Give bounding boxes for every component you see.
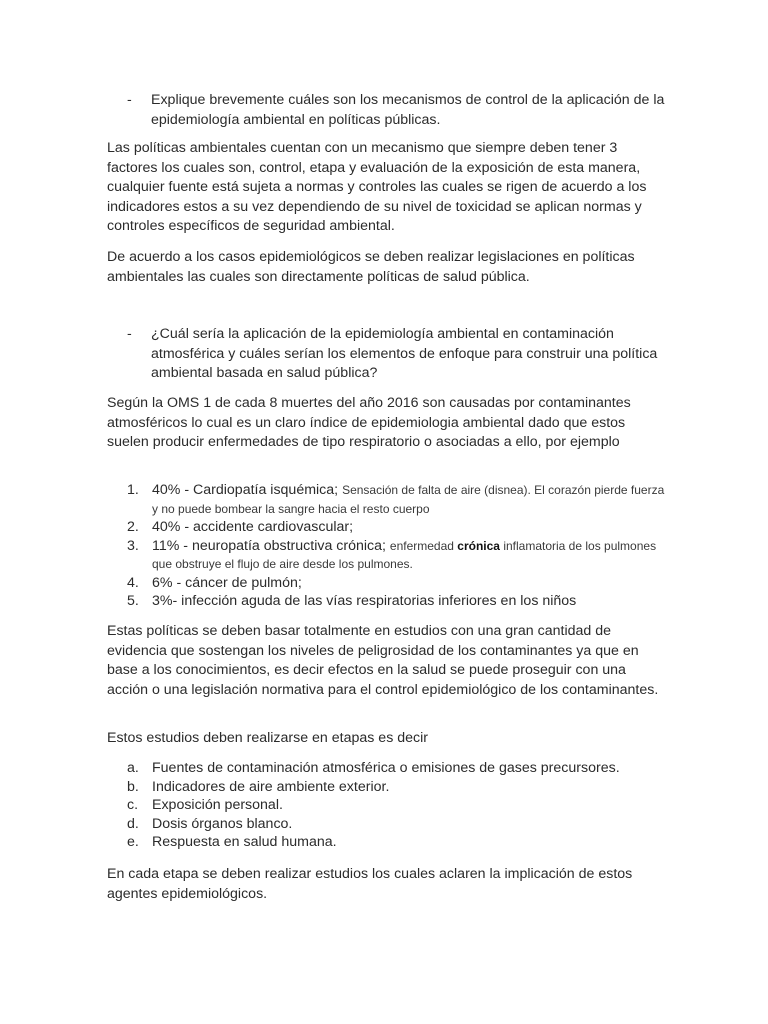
list-item-main: 40% - Cardiopatía isquémica;	[152, 482, 343, 498]
paragraph-1: Las políticas ambientales cuentan con un mecanismo que siempre deben tener 3 factores los cuales son, control, etapa y evaluación de la exposición de esta manera, cualquier fuente está sujeta a normas y controles las cuales se rigen de acuerdo a los indicadores estos a su vez dependiendo de su nivel de toxicidad se aplican normas y controles específicos de seguridad ambiental.	[107, 140, 647, 234]
paragraph-3: Según la OMS 1 de cada 8 muertes del año 2016 son causadas por contaminantes atmosféricos lo cual es un claro índice de epidemiologia ambiental dado que estos suelen producir enfermedades de tipo respiratorio o asociadas a ello, por ejemplo	[107, 395, 631, 450]
list-item	[107, 759, 667, 778]
lettered-list	[107, 759, 667, 852]
list-item-text: Dosis órganos blanco.	[152, 815, 293, 832]
list-item	[107, 592, 667, 611]
list-item	[107, 481, 667, 518]
list-item	[107, 778, 667, 797]
list-item	[107, 574, 667, 593]
list-item-main: 3%- infección aguda de las vías respiratorias inferiores en los niños	[152, 593, 577, 609]
list-item-text: Fuentes de contaminación atmosférica o emisiones de gases precursores.	[152, 760, 620, 776]
list-item-text: Indicadores de aire ambiente exterior.	[152, 778, 390, 795]
list-marker: 1.	[127, 482, 139, 498]
list-item	[107, 796, 667, 815]
list-item-text: Exposición personal.	[152, 797, 283, 813]
list-item-detail-bold: crónica	[457, 538, 500, 553]
paragraph-5: Estos estudios deben realizarse en etapas es decir	[107, 730, 428, 746]
list-marker: e.	[127, 834, 139, 850]
list-marker: b.	[127, 778, 139, 795]
list-marker: 2.	[127, 519, 139, 535]
question-2-text: ¿Cuál sería la aplicación de la epidemiología ambiental en contaminación atmosférica y cuáles serían los elementos de enfoque para construir una política ambiental basada en salud pública?	[151, 326, 658, 381]
list-item-detail: Sensación de falta de aire (disnea). El corazón pierde fuerza y no puede bombear la sangre hacia el resto cuerpo	[152, 483, 665, 516]
list-marker: 5.	[127, 593, 139, 609]
list-marker: c.	[127, 797, 139, 813]
list-item-text: Respuesta en salud humana.	[152, 834, 337, 850]
list-marker: d.	[127, 815, 139, 832]
list-item	[107, 815, 667, 834]
list-item-main: 11% - neuropatía obstructiva crónica;	[152, 537, 390, 554]
question-1	[107, 91, 667, 130]
question-1-text: Explique brevemente cuáles son los mecanismos de control de la aplicación de la epidemiología ambiental en políticas públicas.	[151, 92, 665, 128]
list-item	[107, 833, 667, 852]
list-marker: 4.	[127, 574, 139, 591]
bullet-dash: -	[127, 92, 132, 108]
list-item	[107, 537, 667, 574]
list-item-detail: inflamatoria de los pulmones que obstruye el flujo de aire desde los pulmones.	[152, 538, 657, 571]
list-marker: a.	[127, 760, 139, 776]
list-marker: 3.	[127, 537, 139, 554]
list-item	[107, 518, 667, 537]
list-item-detail: enfermedad	[389, 538, 458, 553]
paragraph-2: De acuerdo a los casos epidemiológicos se deben realizar legislaciones en políticas ambientales las cuales son directamente políticas de salud pública.	[107, 249, 635, 285]
question-2	[107, 325, 667, 384]
bullet-dash: -	[127, 326, 132, 342]
list-item-main: 6% - cáncer de pulmón;	[152, 574, 302, 591]
paragraph-6: En cada etapa se deben realizar estudios los cuales aclaren la implicación de estos agentes epidemiológicos.	[107, 866, 633, 902]
list-item-main: 40% - accidente cardiovascular;	[152, 519, 354, 535]
numbered-list	[107, 481, 667, 611]
paragraph-4: Estas políticas se deben basar totalmente en estudios con una gran cantidad de evidencia que sostengan los niveles de peligrosidad de los contaminantes ya que en base a los conocimientos, es decir efectos en la salud se puede proseguir con una acción o una legislación normativa para el control epidemiológico de los contaminantes.	[107, 623, 659, 698]
